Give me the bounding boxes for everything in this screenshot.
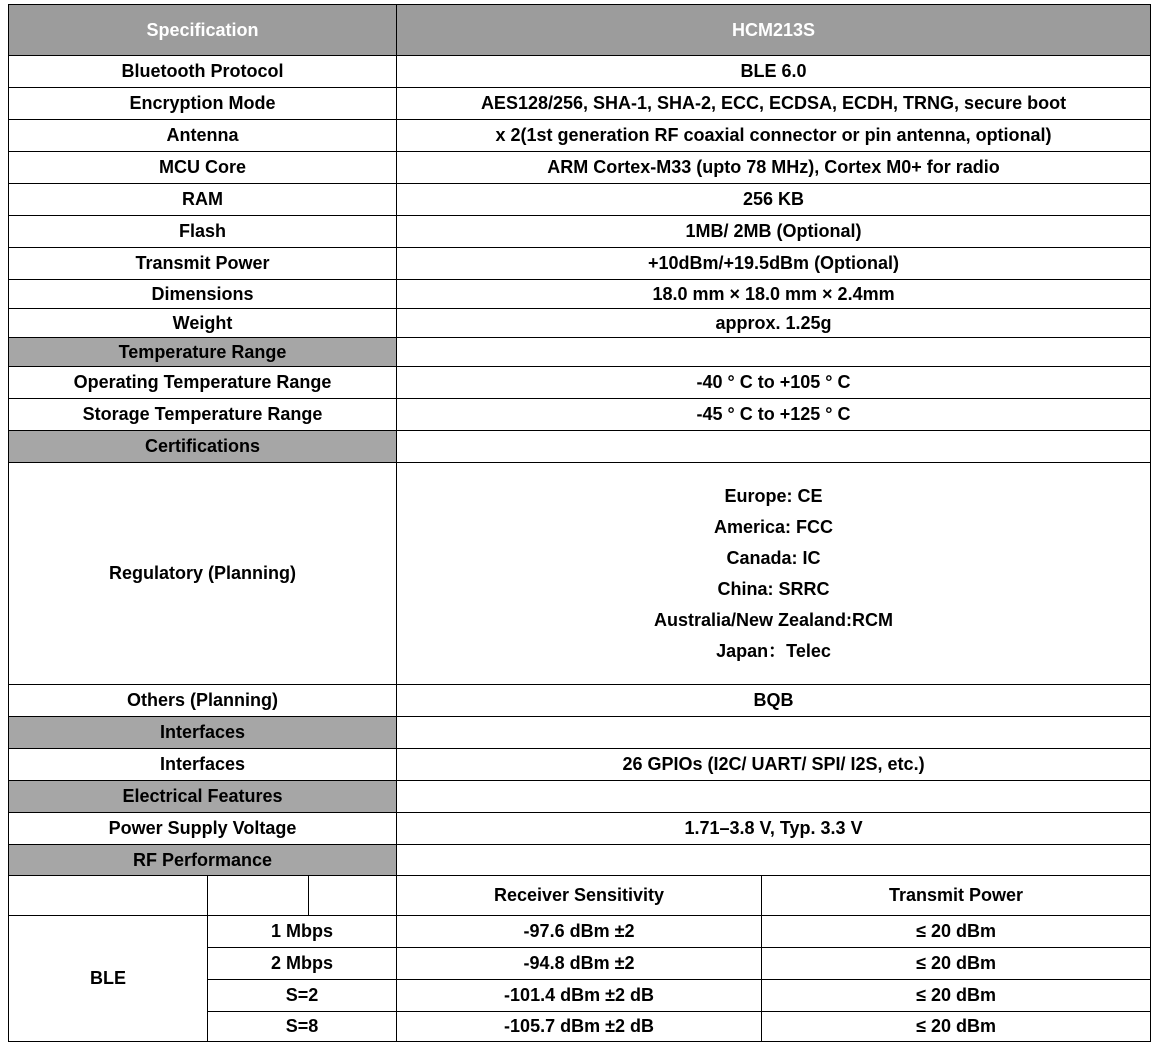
row-operating-temperature	[9, 367, 1151, 399]
spec-table	[8, 4, 1151, 1042]
label-mcu: MCU Core	[9, 152, 397, 184]
value-bluetooth-protocol: BLE 6.0	[397, 56, 1151, 88]
label-ram: RAM	[9, 184, 397, 216]
value-encryption: AES128/256, SHA-1, SHA-2, ECC, ECDSA, ECDH, TRNG, secure boot	[397, 88, 1151, 120]
row-transmit-power	[9, 248, 1151, 280]
label-regulatory: Regulatory (Planning)	[9, 463, 397, 685]
section-temperature	[9, 338, 1151, 367]
row-flash	[9, 216, 1151, 248]
section-interfaces	[9, 717, 1151, 749]
value-antenna: x 2(1st generation RF coaxial connector or pin antenna, optional)	[397, 120, 1151, 152]
rf-rx-value: -101.4 dBm ±2 dB	[397, 980, 762, 1012]
label-weight: Weight	[9, 309, 397, 338]
label-encryption: Encryption Mode	[9, 88, 397, 120]
rf-tx-value: ≤ 20 dBm	[762, 948, 1151, 980]
row-ram	[9, 184, 1151, 216]
row-interfaces	[9, 749, 1151, 781]
section-title-electrical: Electrical Features	[9, 781, 397, 813]
section-rf	[9, 845, 1151, 876]
value-storage-temperature: -45 ° C to +125 ° C	[397, 399, 1151, 431]
label-flash: Flash	[9, 216, 397, 248]
value-others: BQB	[397, 685, 1151, 717]
rf-mode: S=2	[208, 980, 397, 1012]
rf-group-label: BLE	[9, 916, 208, 1042]
regulatory-item: Canada: IC	[726, 547, 821, 568]
rf-row	[9, 916, 1151, 948]
label-operating-temperature: Operating Temperature Range	[9, 367, 397, 399]
value-supply-voltage: 1.71–3.8 V, Typ. 3.3 V	[397, 813, 1151, 845]
regulatory-item: Australia/New Zealand:RCM	[653, 609, 894, 630]
rf-rx-value: -97.6 dBm ±2	[397, 916, 762, 948]
rf-mode: 1 Mbps	[208, 916, 397, 948]
rf-tx-value: ≤ 20 dBm	[762, 916, 1151, 948]
header-model: HCM213S	[397, 5, 1151, 56]
row-supply-voltage	[9, 813, 1151, 845]
row-regulatory	[9, 463, 1151, 685]
label-storage-temperature: Storage Temperature Range	[9, 399, 397, 431]
label-others: Others (Planning)	[9, 685, 397, 717]
label-dimensions: Dimensions	[9, 280, 397, 309]
section-title-interfaces: Interfaces	[9, 717, 397, 749]
value-mcu: ARM Cortex-M33 (upto 78 MHz), Cortex M0+ for radio	[397, 152, 1151, 184]
section-title-certifications: Certifications	[9, 431, 397, 463]
rf-col-transmit-power: Transmit Power	[762, 876, 1151, 916]
regulatory-item: America: FCC	[714, 516, 834, 537]
value-transmit-power: +10dBm/+19.5dBm (Optional)	[397, 248, 1151, 280]
value-flash: 1MB/ 2MB (Optional)	[397, 216, 1151, 248]
value-regulatory	[397, 463, 1151, 685]
row-storage-temperature	[9, 399, 1151, 431]
label-bluetooth-protocol: Bluetooth Protocol	[9, 56, 397, 88]
rf-mode: 2 Mbps	[208, 948, 397, 980]
label-antenna: Antenna	[9, 120, 397, 152]
rf-col-receiver-sensitivity: Receiver Sensitivity	[397, 876, 762, 916]
row-dimensions	[9, 280, 1151, 309]
label-supply-voltage: Power Supply Voltage	[9, 813, 397, 845]
regulatory-item: China: SRRC	[717, 578, 830, 599]
rf-rx-value: -105.7 dBm ±2 dB	[397, 1012, 762, 1042]
row-encryption	[9, 88, 1151, 120]
row-weight	[9, 309, 1151, 338]
section-certifications	[9, 431, 1151, 463]
section-title-rf: RF Performance	[9, 845, 397, 876]
rf-tx-value: ≤ 20 dBm	[762, 980, 1151, 1012]
row-antenna	[9, 120, 1151, 152]
rf-mode: S=8	[208, 1012, 397, 1042]
value-operating-temperature: -40 ° C to +105 ° C	[397, 367, 1151, 399]
header-specification: Specification	[9, 5, 397, 56]
rf-tx-value: ≤ 20 dBm	[762, 1012, 1151, 1042]
row-others	[9, 685, 1151, 717]
rf-rx-value: -94.8 dBm ±2	[397, 948, 762, 980]
value-interfaces: 26 GPIOs (I2C/ UART/ SPI/ I2S, etc.)	[397, 749, 1151, 781]
row-bluetooth-protocol	[9, 56, 1151, 88]
header-row	[9, 5, 1151, 56]
regulatory-item: Europe: CE	[724, 485, 823, 506]
section-electrical	[9, 781, 1151, 813]
label-transmit-power: Transmit Power	[9, 248, 397, 280]
rf-header-row	[9, 876, 1151, 916]
value-weight: approx. 1.25g	[397, 309, 1151, 338]
section-title-temperature: Temperature Range	[9, 338, 397, 367]
row-mcu	[9, 152, 1151, 184]
value-ram: 256 KB	[397, 184, 1151, 216]
value-dimensions: 18.0 mm × 18.0 mm × 2.4mm	[397, 280, 1151, 309]
regulatory-item: Japan：Telec	[716, 640, 831, 661]
label-interfaces: Interfaces	[9, 749, 397, 781]
